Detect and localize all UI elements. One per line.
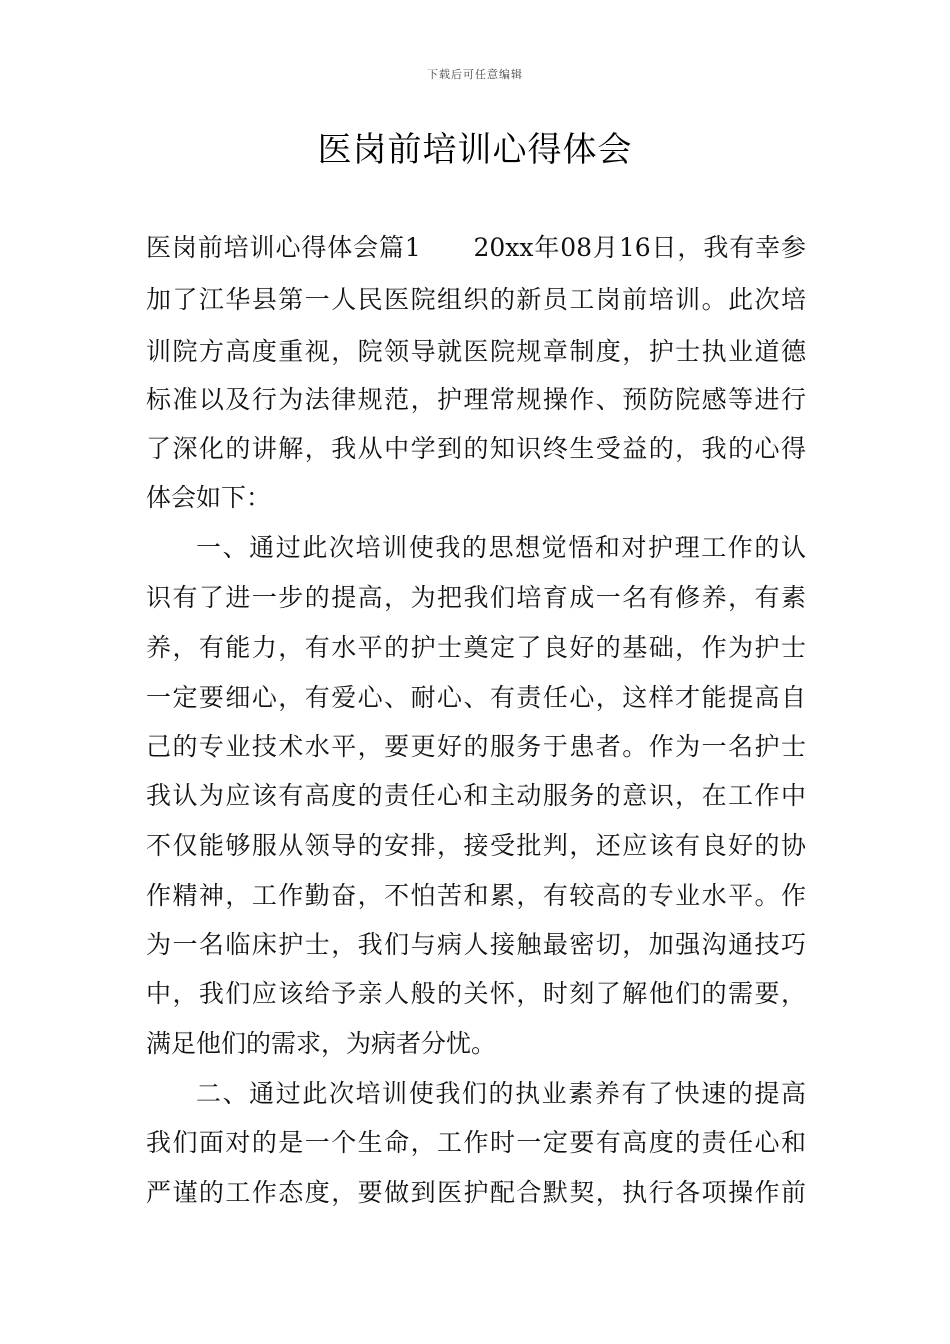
body-line: 识有了进一步的提高，为把我们培育成一名有修养，有素	[146, 583, 806, 612]
header-note: 下载后可任意编辑	[427, 68, 523, 81]
body-line: 训院方高度重视，院领导就医院规章制度，护士执业道德	[146, 337, 806, 366]
body-line: 严谨的工作态度，要做到医护配合默契，执行各项操作前	[146, 1178, 806, 1207]
body-line: 为一名临床护士，我们与病人接触最密切，加强沟通技巧	[146, 930, 806, 959]
body-line: 医岗前培训心得体会篇1 20xx年08月16日，我有幸参	[146, 233, 806, 262]
body-line: 体会如下：	[146, 483, 272, 512]
body-line: 作精神，工作勤奋，不怕苦和累，有较高的专业水平。作	[146, 881, 806, 910]
body-line: 加了江华县第一人民医院组织的新员工岗前培训。此次培	[146, 285, 806, 314]
body-line: 不仅能够服从领导的安排，接受批判，还应该有良好的协	[146, 831, 806, 860]
body-line: 己的专业技术水平，要更好的服务于患者。作为一名护士	[146, 732, 806, 761]
paragraph-1-first-line: 一、通过此次培训使我的思想觉悟和对护理工作的认	[196, 533, 806, 562]
body-line: 满足他们的需求，为病者分忧。	[146, 1029, 497, 1058]
body-line: 我认为应该有高度的责任心和主动服务的意识，在工作中	[146, 781, 806, 810]
body-line: 一定要细心，有爱心、耐心、有责任心，这样才能提高自	[146, 683, 806, 712]
body-line: 标准以及行为法律规范，护理常规操作、预防院感等进行	[146, 385, 806, 414]
body-line: 我们面对的是一个生命，工作时一定要有高度的责任心和	[146, 1128, 806, 1157]
paragraph-2-first-line: 二、通过此次培训使我们的执业素养有了快速的提高	[196, 1079, 806, 1108]
body-line: 了深化的讲解，我从中学到的知识终生受益的，我的心得	[146, 434, 806, 463]
body-line: 养，有能力，有水平的护士奠定了良好的基础，作为护士	[146, 633, 806, 662]
body-line: 中，我们应该给予亲人般的关怀，时刻了解他们的需要，	[146, 979, 806, 1008]
document-title: 医岗前培训心得体会	[317, 130, 633, 170]
